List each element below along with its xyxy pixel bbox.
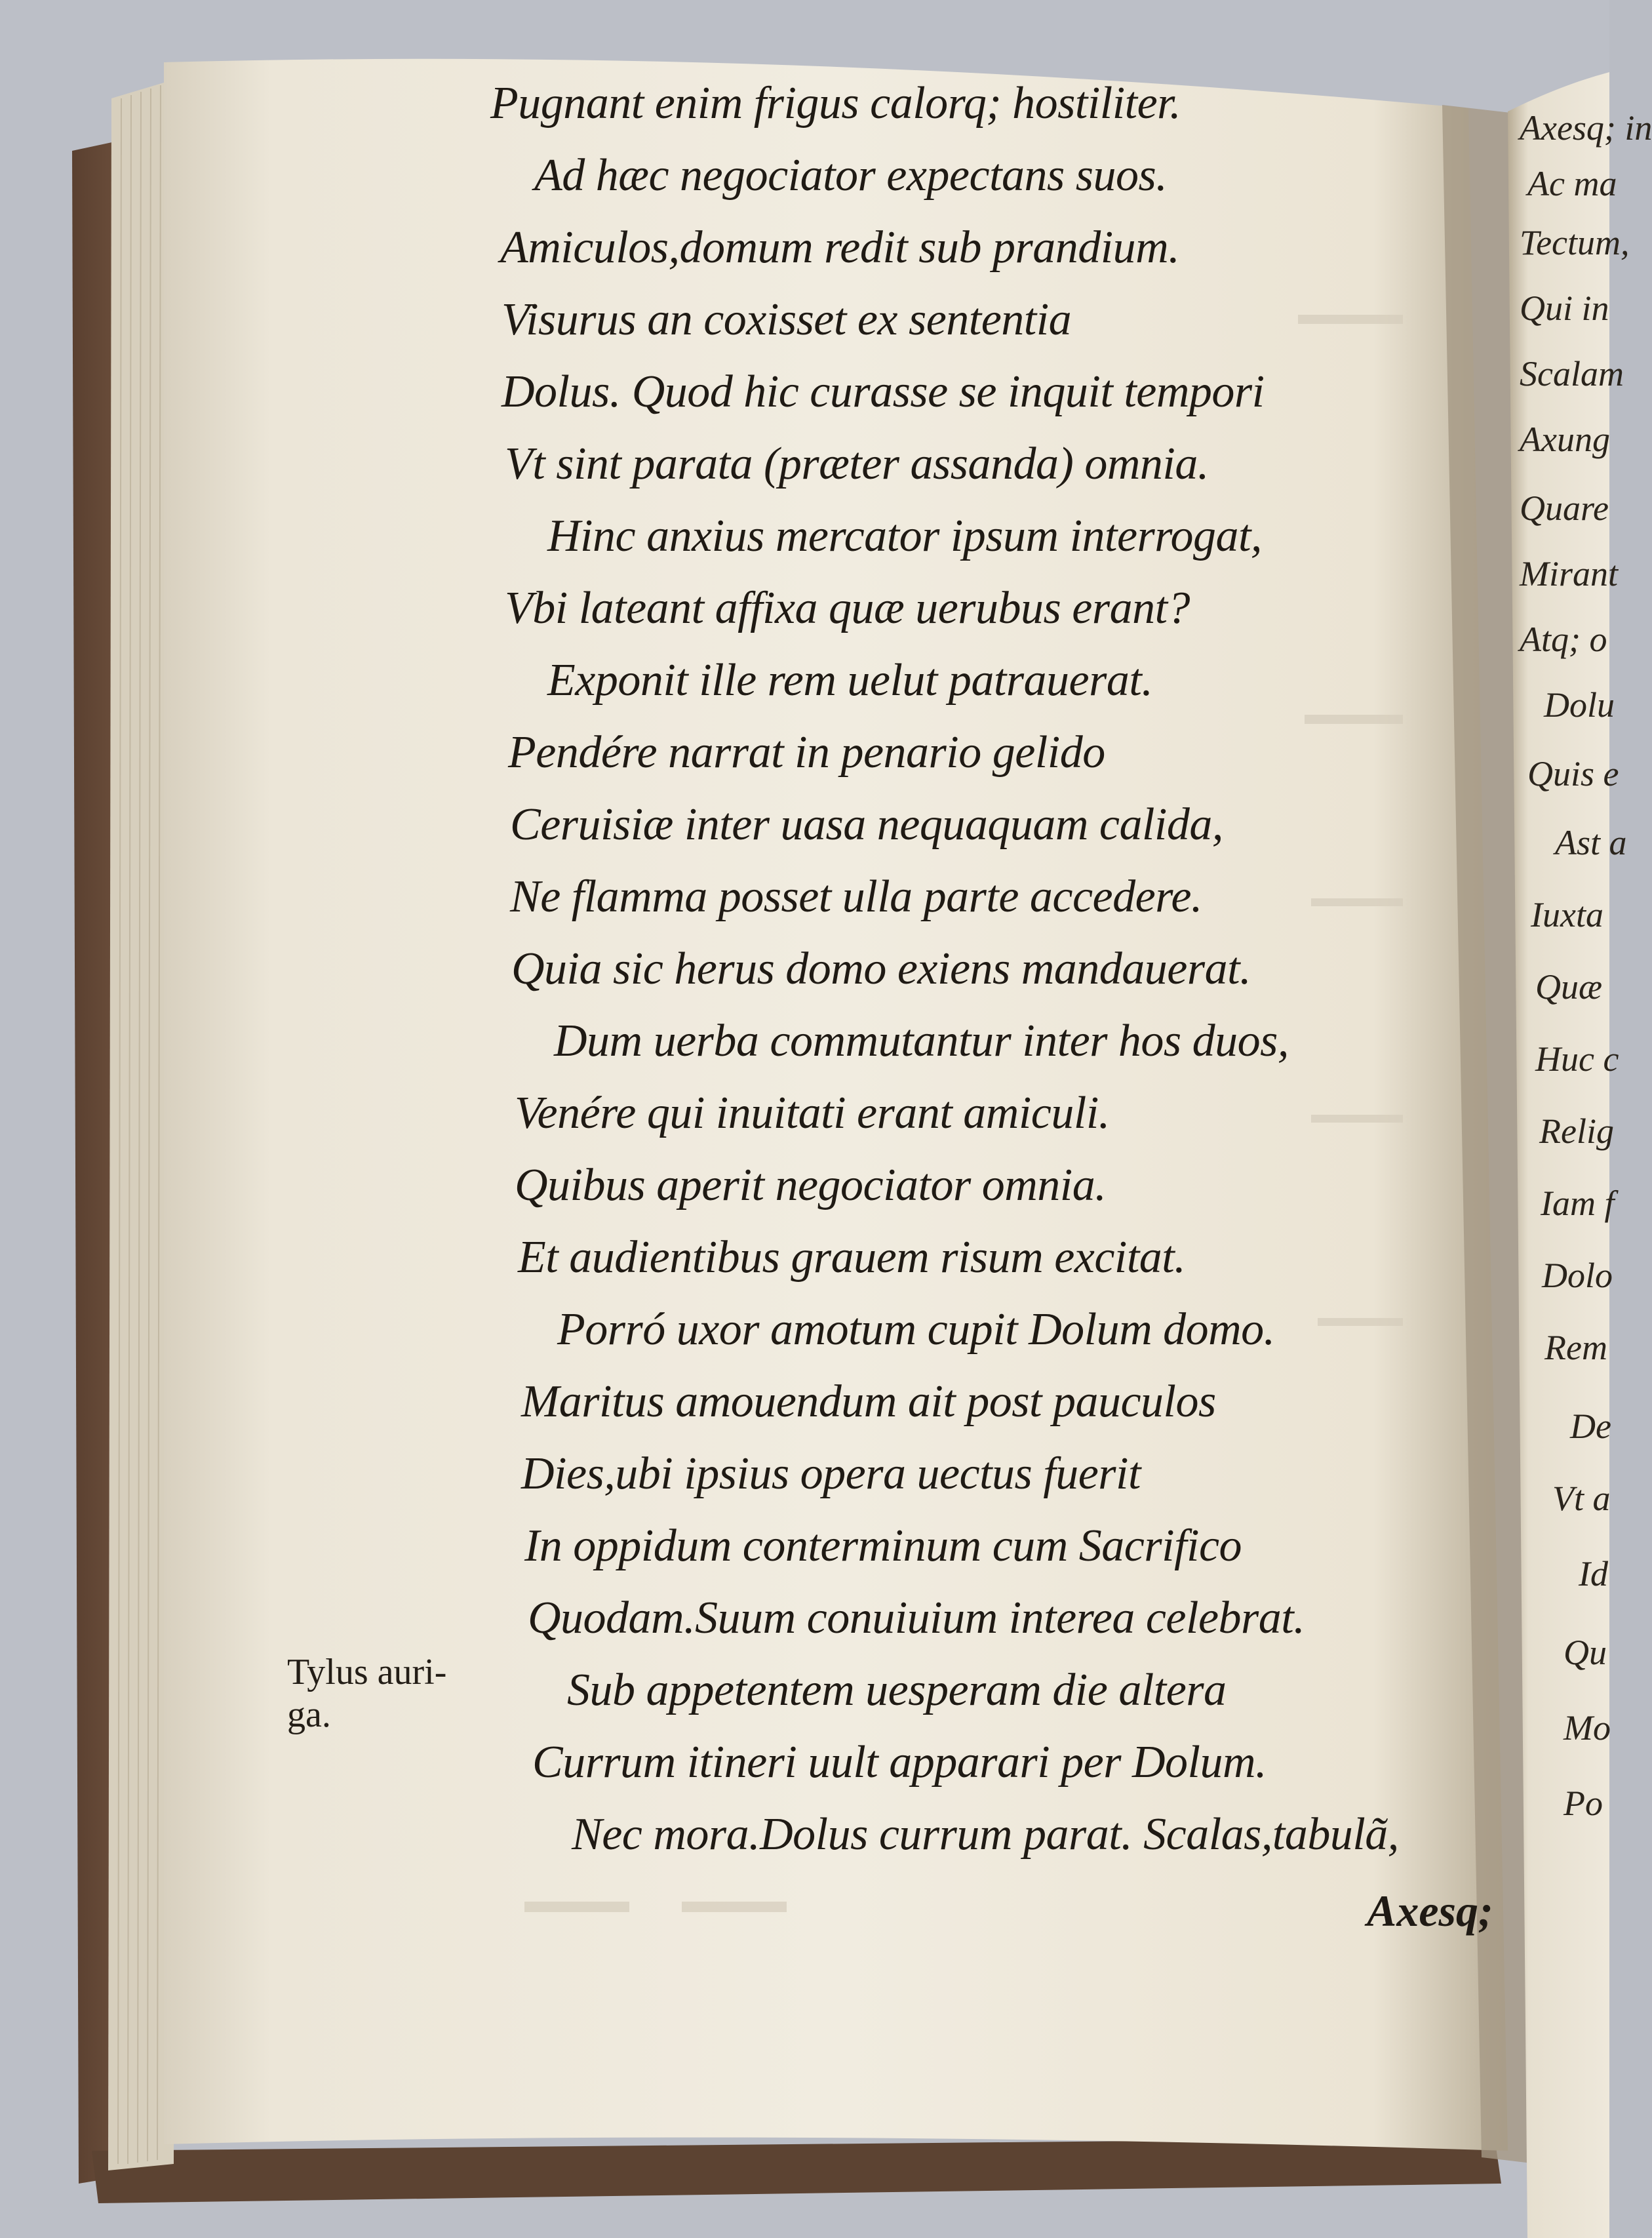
facing-line-2: Ac ma (1527, 164, 1617, 203)
facing-line-24: Mo (1564, 1708, 1611, 1748)
text-line-4: Visurus an coxisset ex sententia (502, 294, 1072, 345)
margin-note-line-1: Tylus auri- (287, 1652, 447, 1692)
text-line-19: Maritus amouendum ait post pauculos (521, 1376, 1216, 1427)
text-line-23: Sub appetentem uesperam die altera (567, 1665, 1227, 1715)
text-line-15: Venére qui inuitati erant amiculi. (515, 1088, 1110, 1138)
facing-line-4: Qui in (1520, 289, 1609, 328)
text-line-13: Quia sic herus domo exiens mandauerat. (511, 944, 1251, 994)
facing-line-20: De (1570, 1407, 1611, 1446)
facing-line-23: Qu (1564, 1633, 1607, 1672)
text-line-8: Vbi lateant affixa quæ uerubus erant? (505, 583, 1190, 633)
facing-line-25: Po (1564, 1784, 1603, 1823)
facing-line-21: Vt a (1552, 1479, 1611, 1518)
text-line-12: Ne flamma posset ulla parte accedere. (510, 871, 1202, 922)
facing-line-3: Tectum, (1520, 223, 1630, 262)
facing-line-15: Huc c (1535, 1039, 1619, 1079)
facing-line-13: Iuxta (1531, 895, 1603, 934)
text-line-20: Dies,ubi ipsius opera uectus fuerit (521, 1449, 1141, 1499)
text-line-1: Pugnant enim frigus calorq; hostiliter. (490, 78, 1181, 129)
facing-line-18: Dolo (1542, 1256, 1613, 1295)
facing-line-17: Iam f (1541, 1184, 1615, 1223)
text-line-7: Hinc anxius mercator ipsum interrogat, (547, 511, 1262, 561)
facing-line-19: Rem (1544, 1328, 1607, 1367)
facing-line-5: Scalam (1520, 354, 1624, 393)
facing-line-1: Axesq; in (1520, 108, 1652, 148)
facing-line-7: Quare (1520, 489, 1609, 528)
text-line-24: Currum itineri uult apparari per Dolum. (532, 1737, 1267, 1788)
text-line-22: Quodam.Suum conuiuium interea celebrat. (528, 1593, 1305, 1643)
text-line-16: Quibus aperit negociator omnia. (515, 1160, 1107, 1210)
facing-line-14: Quæ (1535, 967, 1603, 1007)
text-line-14: Dum uerba commutantur inter hos duos, (554, 1016, 1289, 1066)
text-line-2: Ad hæc negociator expectans suos. (534, 150, 1168, 201)
catchword: Axesq; (1367, 1886, 1493, 1936)
facing-line-11: Quis e (1527, 754, 1619, 793)
text-line-17: Et audientibus grauem risum excitat. (518, 1232, 1186, 1283)
facing-line-8: Mirant (1520, 554, 1619, 593)
text-line-5: Dolus. Quod hic curasse se inquit tempori (502, 367, 1265, 417)
facing-line-9: Atq; o (1520, 620, 1607, 659)
facing-line-12: Ast a (1555, 823, 1627, 862)
text-line-21: In oppidum conterminum cum Sacrifico (524, 1521, 1242, 1571)
facing-line-16: Relig (1539, 1111, 1614, 1151)
text-line-9: Exponit ille rem uelut patrauerat. (547, 655, 1153, 706)
text-line-25: Nec mora.Dolus currum parat. Scalas,tabulã, (572, 1809, 1399, 1860)
facing-line-6: Axung (1520, 420, 1610, 459)
text-line-18: Porró uxor amotum cupit Dolum domo. (557, 1304, 1275, 1355)
margin-note-line-2: ga. (287, 1694, 331, 1735)
text-line-6: Vt sint parata (præter assanda) omnia. (505, 439, 1209, 489)
text-line-11: Ceruisiæ inter uasa nequaquam calida, (510, 799, 1223, 850)
text-line-10: Pendére narrat in penario gelido (508, 727, 1105, 778)
text-line-3: Amiculos,domum redit sub prandium. (500, 222, 1180, 273)
facing-line-22: Id (1579, 1554, 1608, 1593)
facing-line-10: Dolu (1544, 685, 1615, 725)
